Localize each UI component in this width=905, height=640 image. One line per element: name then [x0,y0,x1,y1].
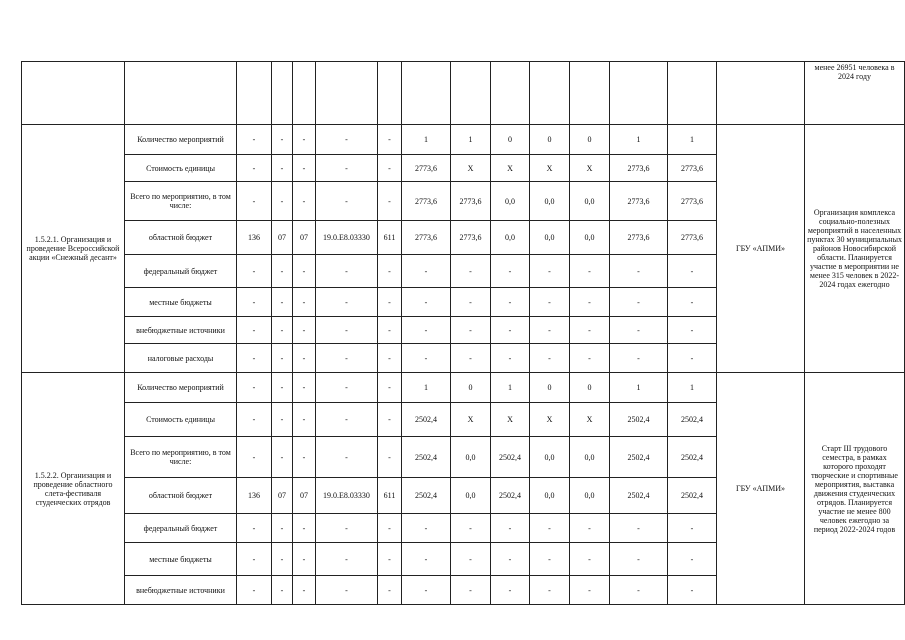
value-cell: - [402,576,451,605]
indicator-label: областной бюджет [125,221,237,255]
indicator-label: местные бюджеты [125,543,237,576]
value-cell: - [237,155,272,182]
expected-result: Организация комплекса социально-полезных мероприятий в населенных пунктах 30 муниципальных районов Новосибирской области. Планируется участие в мероприятии не менее 315 человек в 2022-2024 годах ежегодно [805,125,905,373]
value-cell: - [378,125,402,155]
value-cell: X [491,155,530,182]
value-cell: - [378,437,402,478]
value-cell: - [272,373,293,403]
value-cell: - [402,317,451,344]
cell [451,62,491,125]
value-cell: - [378,344,402,373]
value-cell: 2773,6 [610,221,668,255]
cell [378,62,402,125]
indicator-label: Стоимость единицы [125,403,237,437]
value-cell: - [272,344,293,373]
value-cell: - [293,255,316,288]
value-cell: - [293,288,316,317]
cell [22,62,125,125]
value-cell: - [451,514,491,543]
value-cell: 2502,4 [668,403,717,437]
value-cell: - [272,317,293,344]
value-cell: - [237,576,272,605]
indicator-label: Количество мероприятий [125,125,237,155]
value-cell: - [316,344,378,373]
cell [237,62,272,125]
value-cell: X [570,155,610,182]
value-cell: - [272,288,293,317]
cell [316,62,378,125]
value-cell: - [272,155,293,182]
cell [402,62,451,125]
indicator-label: местные бюджеты [125,288,237,317]
value-cell: - [237,543,272,576]
value-cell: - [451,288,491,317]
value-cell: 1 [668,125,717,155]
executor: ГБУ «АПМИ» [717,373,805,605]
value-cell: - [530,344,570,373]
value-cell: - [316,255,378,288]
indicator-label: внебюджетные источники [125,317,237,344]
value-cell: - [570,543,610,576]
value-cell: - [402,255,451,288]
value-cell: - [293,514,316,543]
value-cell: - [316,437,378,478]
cell [293,62,316,125]
value-cell: - [668,317,717,344]
value-cell: - [530,514,570,543]
value-cell: 0,0 [530,182,570,221]
value-cell: 2502,4 [402,437,451,478]
value-cell: - [378,182,402,221]
value-cell: 2502,4 [610,403,668,437]
value-cell: - [293,344,316,373]
activity-name: 1.5.2.1. Организация и проведение Всероссийской акции «Снежный десант» [22,125,125,373]
value-cell: - [237,514,272,543]
value-cell: - [570,344,610,373]
value-cell: - [491,576,530,605]
value-cell: 0 [491,125,530,155]
indicator-label: областной бюджет [125,478,237,514]
value-cell: 0,0 [570,478,610,514]
value-cell: 2773,6 [668,182,717,221]
value-cell: 2773,6 [610,155,668,182]
value-cell: 0,0 [491,221,530,255]
cell [717,62,805,125]
value-cell: - [237,288,272,317]
value-cell: - [293,403,316,437]
indicator-label: внебюджетные источники [125,576,237,605]
value-cell: - [530,317,570,344]
cell [491,62,530,125]
value-cell: - [491,514,530,543]
value-cell: 2502,4 [491,437,530,478]
value-cell: - [610,344,668,373]
continued-description: менее 26951 человека в 2024 году [805,62,905,125]
value-cell: - [293,437,316,478]
value-cell: - [451,576,491,605]
value-cell: 0,0 [530,437,570,478]
value-cell: - [668,255,717,288]
value-cell: - [293,576,316,605]
value-cell: - [610,255,668,288]
value-cell: - [293,182,316,221]
value-cell: - [451,255,491,288]
value-cell: - [610,543,668,576]
indicator-label: Количество мероприятий [125,373,237,403]
value-cell: 2502,4 [610,478,668,514]
value-cell: - [491,255,530,288]
value-cell: 2773,6 [402,155,451,182]
value-cell: X [530,155,570,182]
value-cell: - [451,317,491,344]
value-cell: - [316,514,378,543]
value-cell: 0,0 [570,437,610,478]
value-cell: - [668,288,717,317]
value-cell: X [451,403,491,437]
cell [530,62,570,125]
value-cell: - [272,255,293,288]
value-cell: - [378,317,402,344]
value-cell: X [530,403,570,437]
value-cell: - [378,288,402,317]
value-cell: - [293,373,316,403]
value-cell: - [272,437,293,478]
value-cell: 2773,6 [668,155,717,182]
value-cell: - [530,576,570,605]
value-cell: - [491,288,530,317]
value-cell: - [402,288,451,317]
value-cell: 2502,4 [610,437,668,478]
value-cell: - [378,255,402,288]
value-cell: - [451,543,491,576]
value-cell: - [293,543,316,576]
value-cell: - [570,317,610,344]
value-cell: - [570,288,610,317]
value-cell: 0 [530,373,570,403]
value-cell: - [316,317,378,344]
value-cell: - [570,255,610,288]
value-cell: 1 [491,373,530,403]
value-cell: X [491,403,530,437]
value-cell: - [237,125,272,155]
value-cell: - [570,514,610,543]
activity-name: 1.5.2.2. Организация и проведение областного слета-фестиваля студенческих отрядов [22,373,125,605]
value-cell: 07 [293,478,316,514]
value-cell: 611 [378,478,402,514]
value-cell: 0,0 [530,478,570,514]
value-cell: - [530,288,570,317]
value-cell: - [272,182,293,221]
value-cell: - [237,317,272,344]
value-cell: 2773,6 [402,182,451,221]
value-cell: - [378,403,402,437]
value-cell: - [316,543,378,576]
value-cell: - [610,317,668,344]
value-cell: 0,0 [491,182,530,221]
cell [570,62,610,125]
cell [610,62,668,125]
value-cell: - [316,403,378,437]
value-cell: - [237,373,272,403]
value-cell: - [237,344,272,373]
value-cell: - [293,125,316,155]
value-cell: 2502,4 [402,478,451,514]
value-cell: X [570,403,610,437]
value-cell: - [316,576,378,605]
value-cell: - [451,344,491,373]
indicator-label: налоговые расходы [125,344,237,373]
value-cell: 07 [293,221,316,255]
value-cell: - [402,514,451,543]
value-cell: 0,0 [570,221,610,255]
value-cell: - [570,576,610,605]
cell [125,62,237,125]
value-cell: 611 [378,221,402,255]
value-cell: - [272,403,293,437]
cell [668,62,717,125]
value-cell: 1 [668,373,717,403]
value-cell: - [610,288,668,317]
value-cell: 2773,6 [451,221,491,255]
value-cell: - [237,403,272,437]
executor: ГБУ «АПМИ» [717,125,805,373]
value-cell: 07 [272,478,293,514]
cell [272,62,293,125]
value-cell: 0 [570,373,610,403]
value-cell: - [378,514,402,543]
table-row [22,125,905,155]
value-cell: - [316,155,378,182]
value-cell: - [293,317,316,344]
value-cell: - [402,344,451,373]
value-cell: 2773,6 [610,182,668,221]
value-cell: 2773,6 [402,221,451,255]
value-cell: 136 [237,221,272,255]
value-cell: X [451,155,491,182]
value-cell: - [402,543,451,576]
value-cell: - [378,576,402,605]
value-cell: 19.0.Е8.03330 [316,478,378,514]
value-cell: 0,0 [451,478,491,514]
value-cell: - [316,125,378,155]
expected-result: Старт III трудового семестра, в рамках которого проходят творческие и спортивные мероприятия, выставка движения студенческих отрядов. Планируется участие не менее 800 человек ежегодно за период 2022-2024 годов [805,373,905,605]
value-cell: 0,0 [530,221,570,255]
value-cell: 07 [272,221,293,255]
indicator-label: Всего по мероприятию, в том числе: [125,437,237,478]
value-cell: - [491,317,530,344]
value-cell: 136 [237,478,272,514]
value-cell: - [378,155,402,182]
value-cell: 1 [402,125,451,155]
table-row [22,373,905,403]
value-cell: 0 [530,125,570,155]
indicator-label: Стоимость единицы [125,155,237,182]
value-cell: - [668,576,717,605]
value-cell: 1 [610,125,668,155]
value-cell: - [237,182,272,221]
value-cell: - [316,288,378,317]
top-continuation-row [22,62,905,125]
value-cell: - [610,576,668,605]
budget-table [21,61,905,605]
indicator-label: Всего по мероприятию, в том числе: [125,182,237,221]
value-cell: 2502,4 [402,403,451,437]
value-cell: - [237,437,272,478]
value-cell: - [316,182,378,221]
value-cell: - [378,543,402,576]
value-cell: 0,0 [570,182,610,221]
indicator-label: федеральный бюджет [125,255,237,288]
value-cell: - [272,125,293,155]
value-cell: 1 [610,373,668,403]
value-cell: 0,0 [451,437,491,478]
value-cell: 0 [570,125,610,155]
value-cell: 2773,6 [451,182,491,221]
value-cell: - [316,373,378,403]
value-cell: 19.0.Е8.03330 [316,221,378,255]
value-cell: - [237,255,272,288]
value-cell: 0 [451,373,491,403]
indicator-label: федеральный бюджет [125,514,237,543]
value-cell: - [668,543,717,576]
value-cell: - [378,373,402,403]
value-cell: 1 [451,125,491,155]
value-cell: - [530,543,570,576]
value-cell: - [293,155,316,182]
value-cell: - [272,543,293,576]
value-cell: 1 [402,373,451,403]
value-cell: - [668,514,717,543]
value-cell: - [530,255,570,288]
value-cell: - [272,514,293,543]
value-cell: 2502,4 [668,437,717,478]
value-cell: - [491,543,530,576]
value-cell: - [668,344,717,373]
value-cell: - [491,344,530,373]
value-cell: 2773,6 [668,221,717,255]
value-cell: - [272,576,293,605]
value-cell: - [610,514,668,543]
value-cell: 2502,4 [491,478,530,514]
value-cell: 2502,4 [668,478,717,514]
